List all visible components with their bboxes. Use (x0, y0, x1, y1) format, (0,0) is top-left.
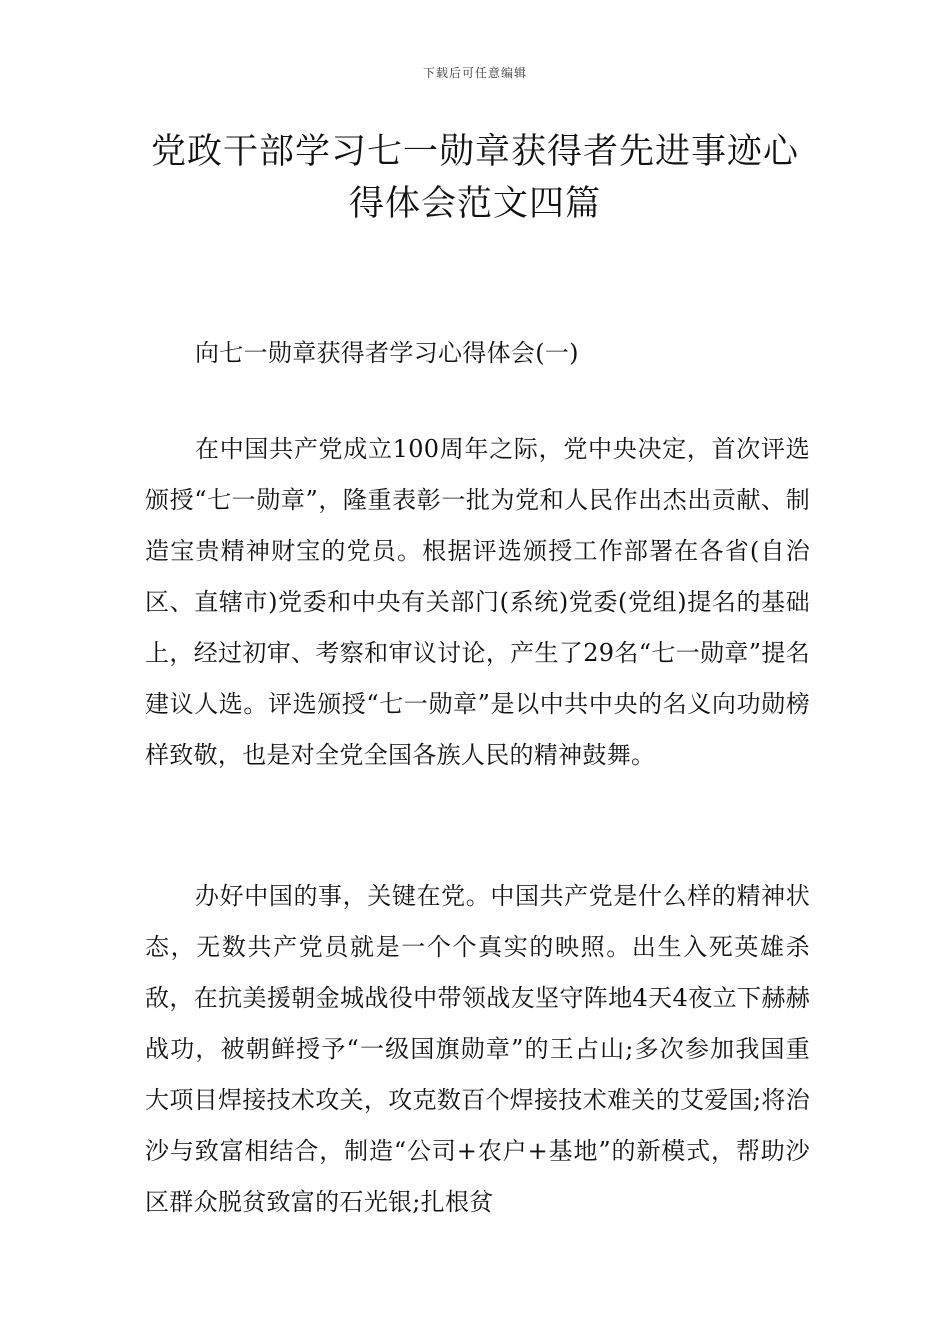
body-paragraph-1: 在中国共产党成立100周年之际，党中央决定，首次评选颁授“七一勋章”，隆重表彰一批为党和人民作出杰出贡献、制造宝贵精神财宝的党员。根据评选颁授工作部署在各省(自治区、直辖市)党委和中央有关部门(系统)党委(党组)提名的基础上，经过初审、考察和审议讨论，产生了29名“七一勋章”提名建议人选。评选颁授“七一勋章”是以中共中央的名义向功勋榜样致敬，也是对全党全国各族人民的精神鼓舞。 (145, 435, 810, 769)
document-title: 党政干部学习七一勋章获得者先进事迹心得体会范文四篇 (150, 132, 799, 224)
section-heading: 向七一勋章获得者学习心得体会(一) (195, 339, 579, 367)
header-note: 下载后可任意编辑 (422, 66, 527, 80)
body-paragraph-2: 办好中国的事，关键在党。中国共产党是什么样的精神状态，无数共产党员就是一个个真实的映照。出生入死英雄杀敌，在抗美援朝金城战役中带领战友坚守阵地4天4夜立下赫赫战功，被朝鲜授予“一级国旗勋章”的王占山;多次参加我国重大项目焊接技术攻关，攻克数百个焊接技术难关的艾爱国;将治沙与致富相结合，制造“公司+农户+基地”的新模式，帮助沙区群众脱贫致富的石光银;扎根贫 (145, 882, 810, 1216)
